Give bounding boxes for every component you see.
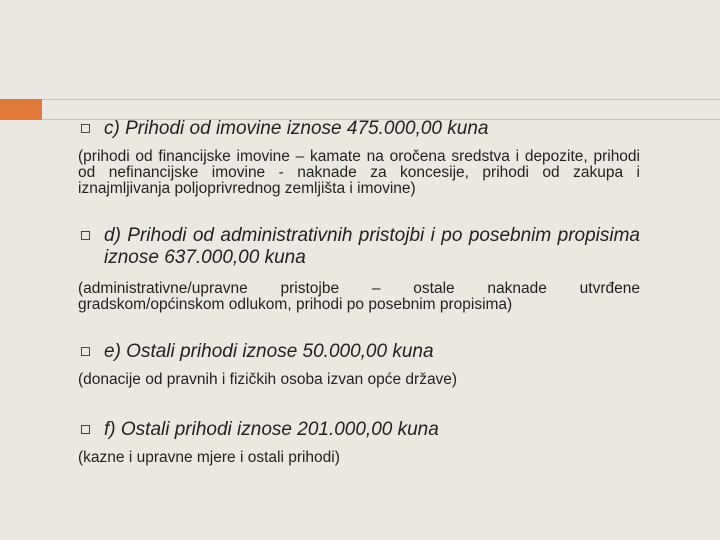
item-description: (donacije od pravnih i fizičkih osoba izvan opće države): [78, 371, 458, 388]
item-heading: e) Ostali prihodi iznose 50.000,00 kuna: [104, 341, 434, 362]
square-bullet-icon: [81, 347, 90, 356]
item-description: (administrativne/upravne pristojbe – ostale naknade utvrđene gradskom/općinskom odlukom, prihodi po posebnim propisima): [78, 280, 640, 313]
square-bullet-icon: [81, 425, 90, 434]
item-heading: c) Prihodi od imovine iznose 475.000,00 kuna: [104, 118, 489, 139]
slide-content: [78, 116, 640, 466]
list-item-e: [78, 339, 640, 363]
list-item-c: [78, 116, 640, 140]
accent-bar: [0, 99, 42, 120]
item-description: (prihodi od financijske imovine – kamate na oročena sredstva i depozite, prihodi od nefinancijske imovine - naknade za koncesije, prihodi od zakupa i iznajmljivanja poljoprivrednog zemljišta i imovine): [78, 148, 640, 197]
item-heading: d) Prihodi od administrativnih pristojbi i po posebnim propisima iznose 637.000,00 kuna: [104, 225, 640, 268]
list-item-d: [78, 223, 640, 269]
item-description: (kazne i upravne mjere i ostali prihodi): [78, 449, 340, 466]
item-heading: f) Ostali prihodi iznose 201.000,00 kuna: [104, 419, 439, 440]
square-bullet-icon: [81, 124, 90, 133]
square-bullet-icon: [81, 231, 90, 240]
list-item-f: [78, 417, 640, 441]
